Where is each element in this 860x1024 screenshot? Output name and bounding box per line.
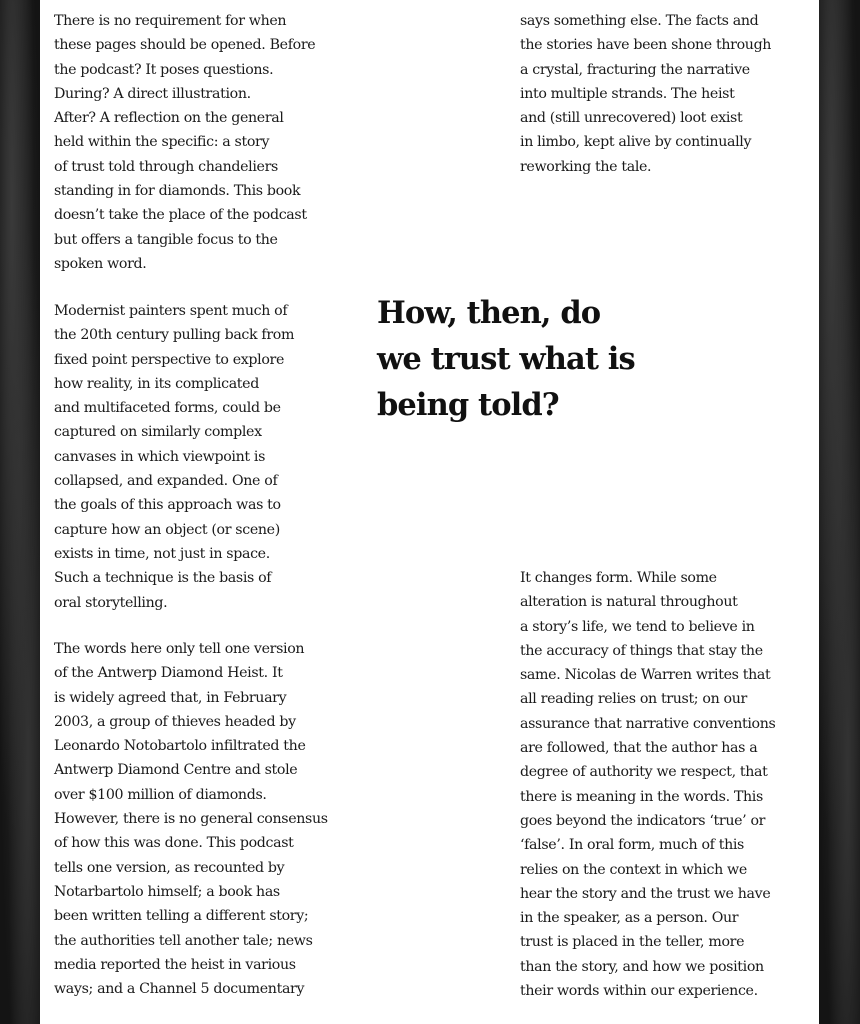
dark-background-left	[0, 0, 40, 1024]
left-paragraph-intro: There is no requirement for when these pages should be opened. Before the podcast? It poses questions. During? A direct illustration. After? A reflection on the general held within the specific: a story of trust told through chandeliers standing in for diamonds. This book doesn’t take the place of the podcast but offers a tangible focus to the spoken word.	[54, 13, 316, 272]
right-paragraph-continuation: says something else. The facts and the stories have been shone through a crystal, fracturing the narrative into multiple strands. The heist and (still unrecovered) loot exist in limbo, kept alive by continually reworking the tale.	[520, 13, 772, 175]
pull-quote: How, then, do we trust what is being told?	[377, 295, 635, 423]
left-paragraph-modernist: Modernist painters spent much of the 20th century pulling back from fixed point perspective to explore how reality, in its complicated and multifaceted forms, could be captured on similarly complex canvases in which viewpoint is collapsed, and expanded. One of the goals of this approach was to capture how an object (or scene) exists in time, not just in space. Such a technique is the basis of oral storytelling.	[54, 303, 295, 611]
document-page	[40, 0, 819, 1024]
dark-background-right	[819, 0, 860, 1024]
left-paragraph-heist: The words here only tell one version of the Antwerp Diamond Heist. It is widely agreed that, in February 2003, a group of thieves headed by Leonardo Notobartolo infiltrated the Antwerp Diamond Centre and stole over $100 million of diamonds. However, there is no general consensus of how this was done. This podcast tells one version, as recounted by Notarbartolo himself; a book has been written telling a different story; the authorities tell another tale; news media reported the heist in various ways; and a Channel 5 documentary	[54, 641, 328, 998]
right-paragraph-trust: It changes form. While some alteration is natural throughout a story’s life, we tend to believe in the accuracy of things that stay the same. Nicolas de Warren writes that all reading relies on trust; on our assurance that narrative conventions are followed, that the author has a degree of authority we respect, that there is meaning in the words. This goes beyond the indicators ‘true’ or ‘false’. In oral form, much of this relies on the context in which we hear the story and the trust we have in the speaker, as a person. Our trust is placed in the teller, more than the story, and how we position their words within our experience.	[520, 570, 776, 1000]
